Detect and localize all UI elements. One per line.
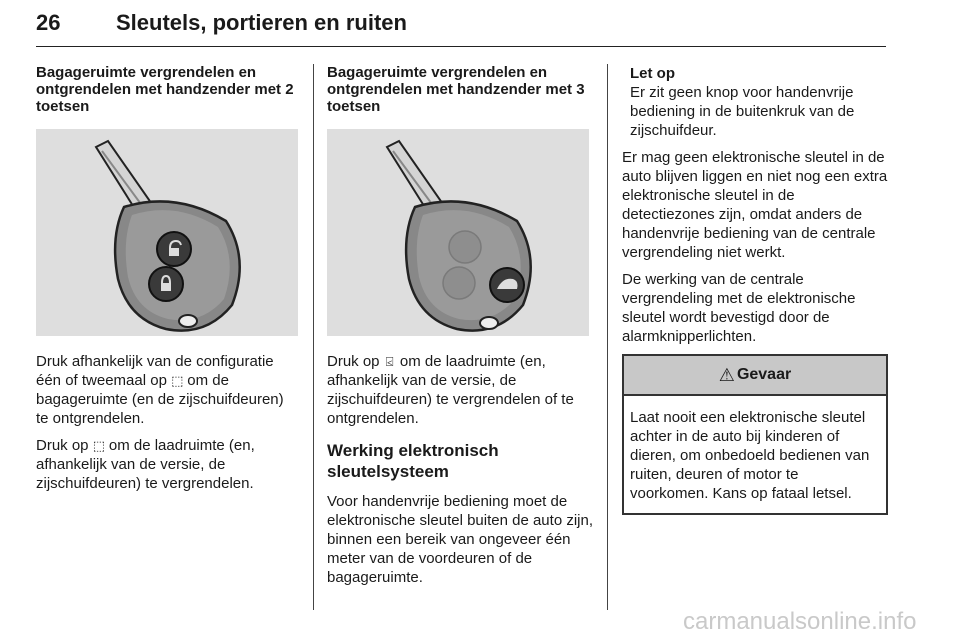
watermark: carmanualsonline.info: [683, 608, 917, 635]
body-paragraph: De werking van de centrale vergrendeling met de elektronische sleutel wordt bevestigd door de alarmknipperlichten.: [622, 271, 856, 345]
column-divider: [313, 64, 314, 610]
warning-triangle-icon: ⚠: [718, 364, 735, 385]
note-title: Let op: [630, 65, 675, 82]
warning-body: Laat nooit een elektronische sleutel achter in de auto bij kinderen of dieren, om onbedoeld bedienen van ruiten, deuren of motor te voorkomen. Kans op fataal letsel.: [630, 409, 870, 502]
note-block: [622, 64, 888, 140]
warning-header: [624, 356, 886, 396]
column-divider: [607, 64, 608, 610]
column-3: [622, 64, 888, 515]
key-fob-2-buttons-icon: [36, 129, 298, 336]
instruction-paragraph: Druk afhankelijk van de configuratie één of tweemaal op ⬚ om de bagageruimte (en de zijschuifdeuren) te ontgrendelen.: [36, 353, 284, 427]
page-title: Sleutels, portieren en ruiten: [116, 10, 407, 35]
body-paragraph: Voor handenvrije bediening moet de elektronische sleutel buiten de auto zijn, binnen een bereik van ongeveer één meter van de voordeuren of de bagageruimte.: [327, 493, 594, 586]
warning-box: [622, 354, 888, 515]
column-1: [36, 64, 298, 501]
page-header: [36, 4, 886, 47]
key-fob-3-buttons-icon: [327, 129, 589, 336]
section-title: Werking elektronisch sleutelsysteem: [327, 441, 499, 481]
unlock-icon: ⬚: [171, 373, 184, 388]
section-subheading: Bagageruimte vergrendelen en ontgrendelen met handzender met 3 toetsen: [327, 64, 585, 115]
body-paragraph: Er mag geen elektronische sleutel in de auto blijven liggen en niet nog een extra elektronische sleutel in de detectiezones zijn, omdat anders de handenvrije bediening van de centrale vergrendeling niet werkt.: [622, 149, 888, 261]
note-body: Er zit geen knop voor handenvrije bediening in de buitenkruk van de zijschuifdeur.: [630, 84, 855, 139]
tailgate-icon: ⍃: [385, 354, 394, 369]
section-subheading: Bagageruimte vergrendelen en ontgrendelen met handzender met 2 toetsen: [36, 64, 294, 115]
page-number: 26: [36, 10, 61, 35]
instruction-paragraph: Druk op ⬚ om de laadruimte (en, afhankelijk van de versie, de zijschuifdeuren) te vergrendelen.: [36, 437, 255, 492]
instruction-paragraph: Druk op ⍃ om de laadruimte (en, afhankelijk van de versie, de zijschuifdeuren) te vergrendelen of te ontgrendelen.: [327, 353, 574, 427]
warning-title: Gevaar: [736, 366, 792, 383]
lock-icon: ⬚: [92, 438, 105, 453]
column-2: [327, 64, 593, 595]
